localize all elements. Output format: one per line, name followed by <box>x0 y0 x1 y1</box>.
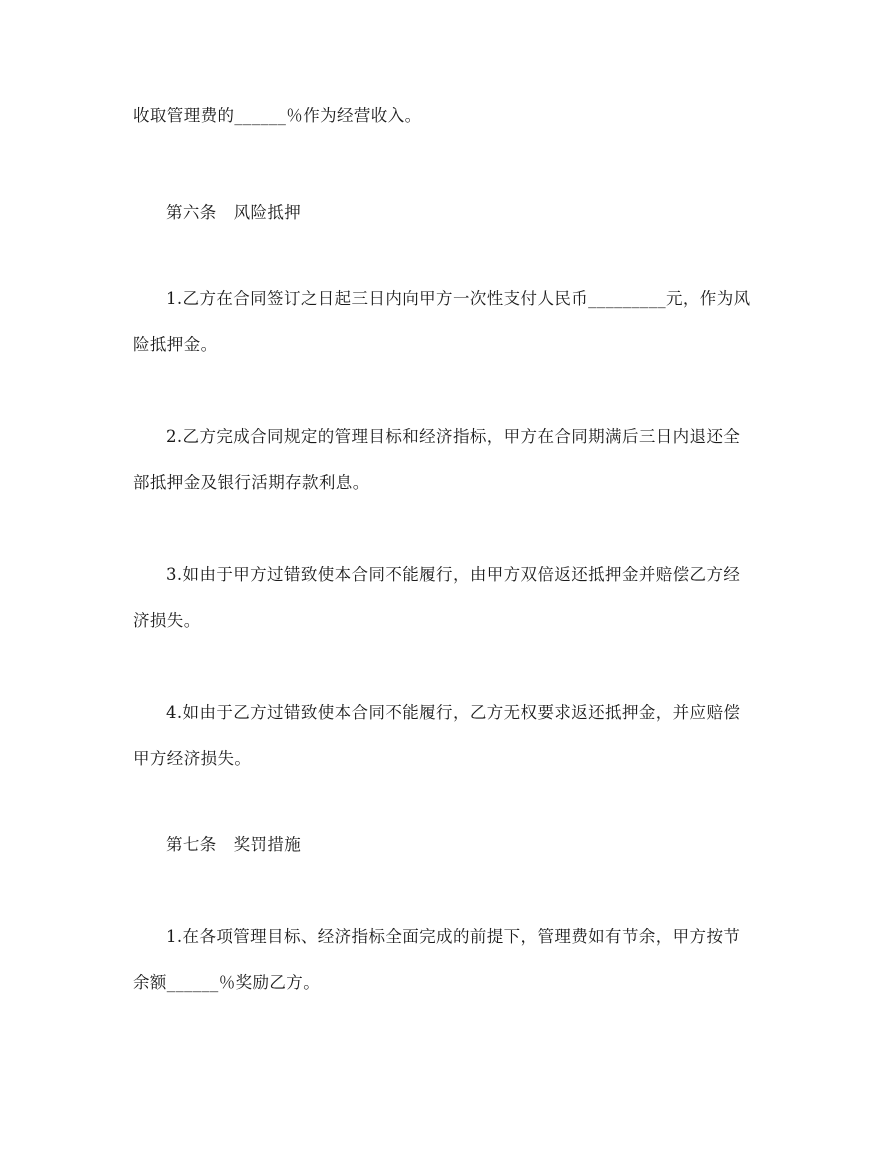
article-6-clause-1-line-1: 1.乙方在合同签订之日起三日内向甲方一次性支付人民币_________元，作为风 <box>166 289 751 308</box>
article-6-heading: 第六条 风险抵押 <box>166 203 302 222</box>
article-7-clause-1-line-1: 1.在各项管理目标、经济指标全面完成的前提下，管理费如有节余，甲方按节 <box>166 927 741 946</box>
article-7-clause-1-line-2: 余额______％奖励乙方。 <box>133 973 321 992</box>
article-6-clause-3-line-2: 济损失。 <box>133 611 201 630</box>
article-6-clause-2-line-2: 部抵押金及银行活期存款利息。 <box>133 473 370 492</box>
article-6-clause-4-line-1: 4.如由于乙方过错致使本合同不能履行，乙方无权要求返还抵押金，并应赔偿 <box>166 703 741 722</box>
article-6-clause-4-line-2: 甲方经济损失。 <box>133 749 252 768</box>
article-6-clause-1-line-2: 险抵押金。 <box>133 335 218 354</box>
paragraph-continuation-line: 收取管理费的______％作为经营收入。 <box>133 106 422 125</box>
article-6-clause-3-line-1: 3.如由于甲方过错致使本合同不能履行，由甲方双倍返还抵押金并赔偿乙方经 <box>166 565 741 584</box>
article-6-clause-2-line-1: 2.乙方完成合同规定的管理目标和经济指标，甲方在合同期满后三日内退还全 <box>166 427 741 446</box>
article-7-heading: 第七条 奖罚措施 <box>166 835 302 854</box>
